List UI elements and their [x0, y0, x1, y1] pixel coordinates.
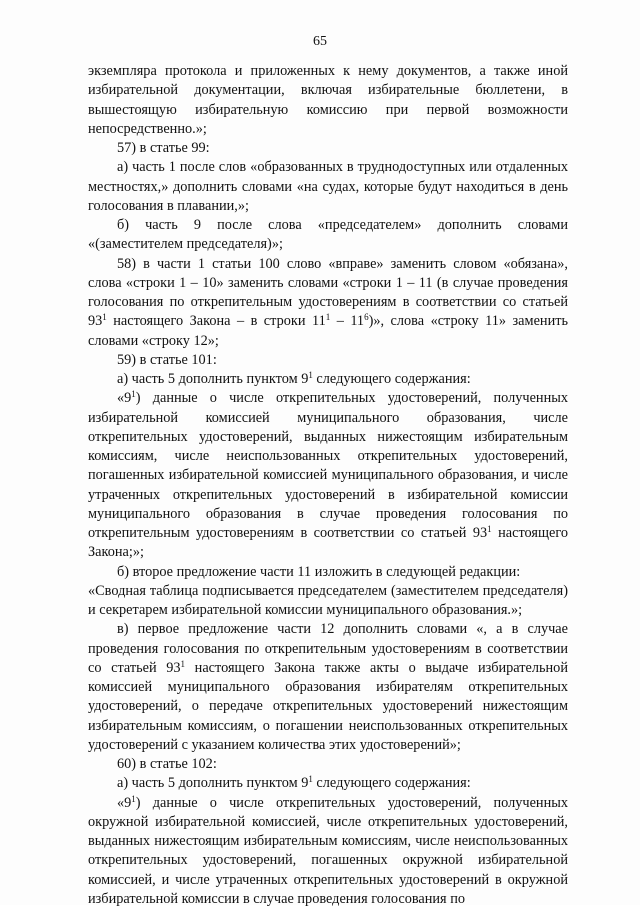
document-body: [88, 62, 568, 909]
paragraph: «$9^1$) данные о числе открепительных удостоверений, полученных окружной избирательной комиссией, числе открепительных удостоверений, выданных нижестоящим избирательным комиссиям, числе неиспользованных открепительных удостоверений, погашенных окружной избирательной комиссией, и числе утраченных открепительных удостоверений в окружной избирательной комиссии в случае проведения голосования по: [88, 794, 568, 909]
paragraph: «$9^1$) данные о числе открепительных удостоверений, полученных избирательной комиссией муниципального образования, числе открепительных удостоверений, выданных нижестоящим избирательным комиссиям, числе неиспользованных открепительных удостоверений, погашенных избирательной комиссией муниципального образования, и числе утраченных открепительных удостоверений в избирательной комиссии муниципального образования в случае проведения голосования по открепительным удостоверениям в соответствии со статьей $93^1$ настоящего Закона;»;: [88, 389, 568, 562]
paragraph: б) второе предложение части 11 изложить в следующей редакции:: [88, 563, 568, 582]
paragraph: а) часть 1 после слов «образованных в труднодоступных или отдаленных местностях,» дополнить словами «на судах, которые будут находиться в день голосования в плавании,»;: [88, 158, 568, 216]
paragraph: 58) в части 1 статьи 100 слово «вправе» заменить словом «обязана», слова «строки 1 – 10» заменить словами «строки 1 – 11 (в случае проведения голосования по открепительным удостоверениям в соответствии со статьей $93^1$ настоящего Закона – в строки $11^1 - 11^6$)», слова «строку 11» заменить словами «строку 12»;: [88, 255, 568, 351]
paragraph: а) часть 5 дополнить пунктом $9^1$ следующего содержания:: [88, 774, 568, 793]
paragraph: а) часть 5 дополнить пунктом $9^1$ следующего содержания:: [88, 370, 568, 389]
page-number: 65: [0, 34, 640, 50]
paragraph: 59) в статье 101:: [88, 351, 568, 370]
paragraph: в) первое предложение части 12 дополнить словами «, а в случае проведения голосования по открепительным удостоверениям в соответствии со статьей $93^1$ настоящего Закона также акты о выдаче избирательной комиссией муниципального образования избирателям открепительных удостоверений, о передаче открепительных удостоверений нижестоящим избирательным комиссиям, о погашении неиспользованных открепительных удостоверений с указанием количества этих удостоверений»;: [88, 620, 568, 755]
paragraph: экземпляра протокола и приложенных к нему документов, а также иной избирательной документации, включая избирательные бюллетени, в вышестоящую избирательную комиссию при первой возможности непосредственно.»;: [88, 62, 568, 139]
paragraph: 60) в статье 102:: [88, 755, 568, 774]
paragraph: «Сводная таблица подписывается председателем (заместителем председателя) и секретарем избирательной комиссии муниципального образования.»;: [88, 582, 568, 621]
paragraph: б) часть 9 после слова «председателем» дополнить словами «(заместителем председателя)»;: [88, 216, 568, 255]
paragraph: 57) в статье 99:: [88, 139, 568, 158]
